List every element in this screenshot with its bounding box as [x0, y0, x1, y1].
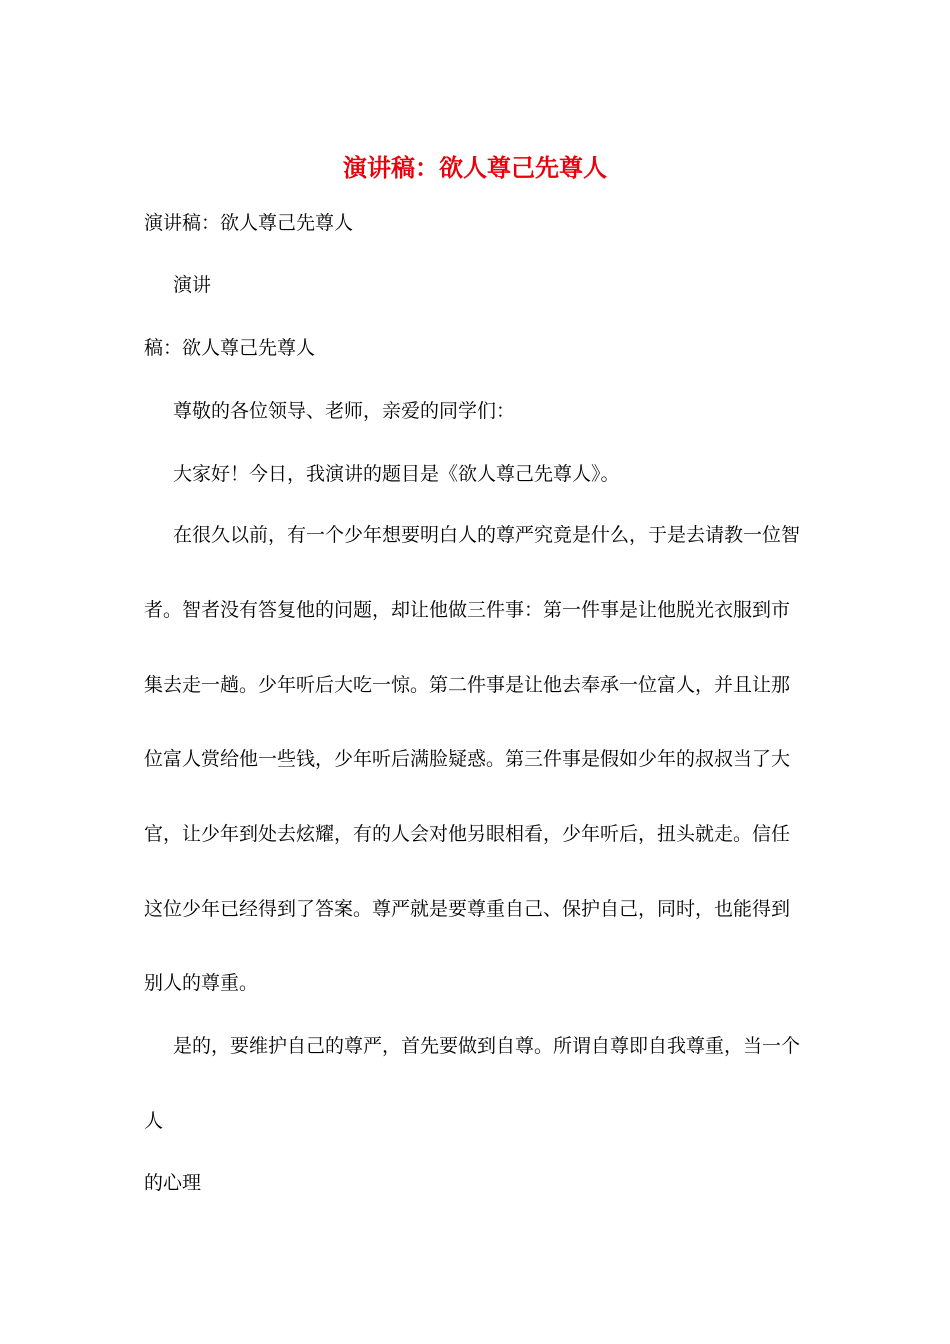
text-line: 演讲: [173, 274, 212, 296]
text-line: 集去走一趟。少年听后大吃一惊。第二件事是让他去奉承一位富人，并且让那: [144, 674, 791, 696]
document-title: 演讲稿：欲人尊己先尊人: [343, 153, 607, 182]
text-line: 在很久以前，有一个少年想要明白人的尊严究竟是什么，于是去请教一位智: [173, 524, 801, 546]
text-line: 尊敬的各位领导、老师，亲爱的同学们：: [173, 400, 516, 422]
text-line: 者。智者没有答复他的问题，却让他做三件事：第一件事是让他脱光衣服到市: [144, 599, 791, 621]
text-line: 稿：欲人尊己先尊人: [144, 337, 316, 359]
text-line: 官，让少年到处去炫耀，有的人会对他另眼相看，少年听后，扭头就走。信任: [144, 823, 791, 845]
text-line: 这位少年已经得到了答案。尊严就是要尊重自己、保护自己，同时，也能得到: [144, 898, 791, 920]
text-line: 大家好！今日，我演讲的题目是《欲人尊己先尊人》。: [173, 463, 620, 485]
text-line: 是的，要维护自己的尊严，首先要做到自尊。所谓自尊即自我尊重，当一个: [173, 1035, 801, 1057]
text-line: 演讲稿：欲人尊己先尊人: [144, 212, 354, 234]
text-line: 的心理: [144, 1172, 202, 1194]
text-line: 人: [144, 1110, 164, 1132]
text-line: 位富人赏给他一些钱，少年听后满脸疑惑。第三件事是假如少年的叔叔当了大: [144, 748, 791, 770]
text-line: 别人的尊重。: [144, 972, 259, 994]
